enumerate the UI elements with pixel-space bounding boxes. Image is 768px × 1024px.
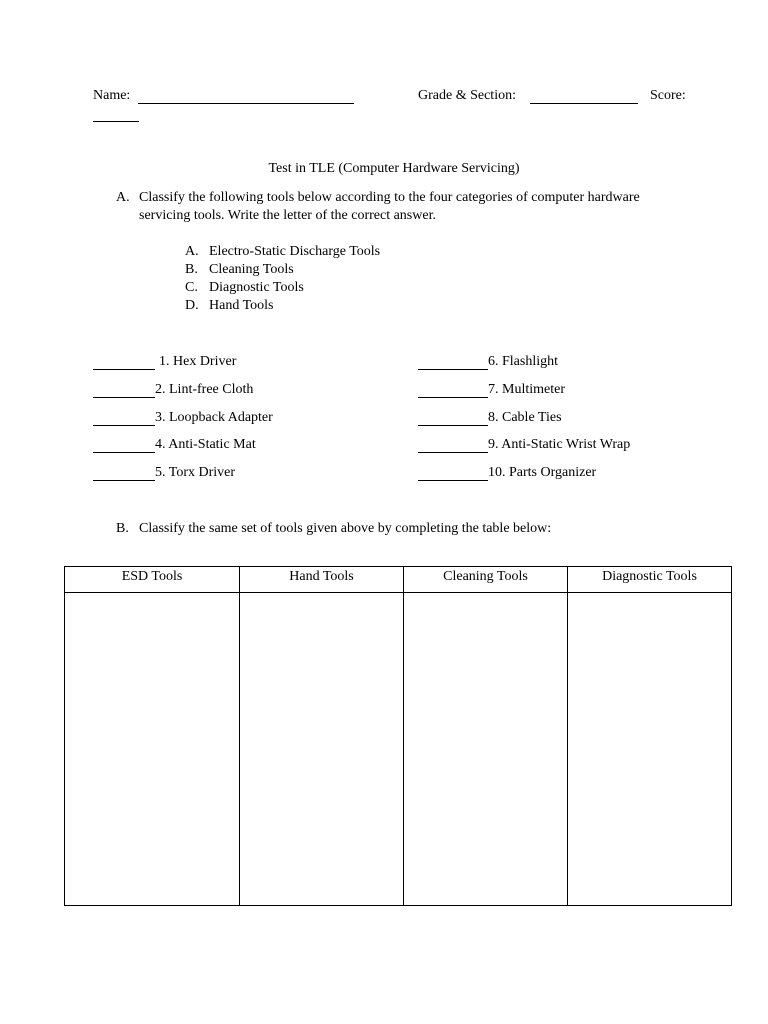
choice-text: Diagnostic Tools bbox=[209, 280, 304, 295]
answer-blank-10[interactable] bbox=[418, 466, 488, 481]
table-header-row bbox=[65, 567, 732, 593]
column-header-cleaning-tools: Cleaning Tools bbox=[404, 567, 568, 593]
name-label: Name: bbox=[93, 88, 131, 103]
item-label: 9. Anti-Static Wrist Wrap bbox=[488, 437, 631, 452]
name-blank[interactable] bbox=[138, 89, 354, 104]
column-header-hand-tools: Hand Tools bbox=[240, 567, 404, 593]
cleaning-tools-cell[interactable] bbox=[404, 593, 568, 906]
part-a-instruction-line1: Classify the following tools below according to the four categories of computer hardware bbox=[139, 190, 640, 205]
score-blank[interactable] bbox=[93, 107, 139, 122]
item-label: 5. Torx Driver bbox=[155, 465, 236, 480]
choice-text: Electro-Static Discharge Tools bbox=[209, 244, 381, 259]
item-label: 6. Flashlight bbox=[488, 354, 559, 369]
item-label: 10. Parts Organizer bbox=[488, 465, 597, 480]
answer-blank-4[interactable] bbox=[93, 438, 155, 453]
choice-letter: C. bbox=[185, 280, 198, 295]
choice-text: Hand Tools bbox=[209, 298, 274, 313]
item-label: 1. Hex Driver bbox=[159, 354, 237, 369]
part-a-letter: A. bbox=[116, 190, 130, 205]
choice-letter: A. bbox=[185, 244, 199, 259]
item-label: 4. Anti-Static Mat bbox=[155, 437, 256, 452]
page-title: Test in TLE (Computer Hardware Servicing) bbox=[268, 161, 520, 176]
choice-text: Cleaning Tools bbox=[209, 262, 294, 277]
column-header-esd-tools: ESD Tools bbox=[65, 567, 240, 593]
answer-blank-6[interactable] bbox=[418, 355, 488, 370]
hand-tools-cell[interactable] bbox=[240, 593, 404, 906]
answer-blank-5[interactable] bbox=[93, 466, 155, 481]
part-b-letter: B. bbox=[116, 521, 129, 536]
answer-blank-3[interactable] bbox=[93, 411, 155, 426]
answer-blank-7[interactable] bbox=[418, 383, 488, 398]
answer-blank-1[interactable] bbox=[93, 355, 155, 370]
table-row bbox=[65, 593, 732, 906]
choice-letter: D. bbox=[185, 298, 199, 313]
item-label: 3. Loopback Adapter bbox=[155, 410, 273, 425]
diagnostic-tools-cell[interactable] bbox=[568, 593, 732, 906]
choice-letter: B. bbox=[185, 262, 198, 277]
grade-section-blank[interactable] bbox=[530, 89, 638, 104]
answer-blank-2[interactable] bbox=[93, 383, 155, 398]
answer-blank-8[interactable] bbox=[418, 411, 488, 426]
column-header-diagnostic-tools: Diagnostic Tools bbox=[568, 567, 732, 593]
classification-table bbox=[64, 566, 732, 906]
item-label: 7. Multimeter bbox=[488, 382, 565, 397]
esd-tools-cell[interactable] bbox=[65, 593, 240, 906]
score-label: Score: bbox=[650, 88, 686, 103]
item-label: 2. Lint-free Cloth bbox=[155, 382, 254, 397]
answer-blank-9[interactable] bbox=[418, 438, 488, 453]
item-label: 8. Cable Ties bbox=[488, 410, 562, 425]
part-a-instruction-line2: servicing tools. Write the letter of the correct answer. bbox=[139, 208, 436, 223]
grade-section-label: Grade & Section: bbox=[418, 88, 516, 103]
part-b-instruction: Classify the same set of tools given above by completing the table below: bbox=[139, 521, 552, 536]
